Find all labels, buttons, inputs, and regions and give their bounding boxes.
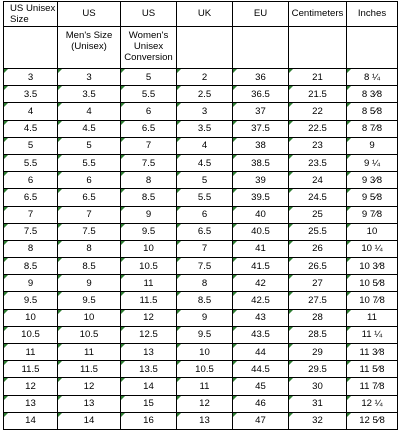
cell-inches: 11 xyxy=(347,309,398,326)
cell-eu: 43.5 xyxy=(233,326,289,343)
cell-centimeters: 26 xyxy=(289,240,347,257)
subheader-empty xyxy=(289,27,347,69)
cell-inches: 11 ¼ xyxy=(347,326,398,343)
header-centimeters: Centimeters xyxy=(289,2,347,27)
cell-centimeters: 25 xyxy=(289,206,347,223)
cell-us-womens: 11 xyxy=(121,275,177,292)
cell-us-mens: 8.5 xyxy=(58,258,121,275)
cell-us-womens: 9.5 xyxy=(121,223,177,240)
cell-us-mens: 6.5 xyxy=(58,189,121,206)
table-row xyxy=(4,240,398,257)
table-row xyxy=(4,154,398,171)
cell-eu: 40.5 xyxy=(233,223,289,240)
table-row xyxy=(4,326,398,343)
table-row xyxy=(4,361,398,378)
cell-us-unisex: 7 xyxy=(4,206,58,223)
subheader-empty xyxy=(233,27,289,69)
cell-us-womens: 11.5 xyxy=(121,292,177,309)
table-row xyxy=(4,172,398,189)
cell-us-unisex: 11.5 xyxy=(4,361,58,378)
cell-centimeters: 26.5 xyxy=(289,258,347,275)
cell-uk: 11 xyxy=(177,378,233,395)
cell-uk: 12 xyxy=(177,395,233,412)
cell-us-womens: 9 xyxy=(121,206,177,223)
table-row xyxy=(4,258,398,275)
table-row xyxy=(4,309,398,326)
table-row xyxy=(4,223,398,240)
cell-uk: 8 xyxy=(177,275,233,292)
cell-eu: 40 xyxy=(233,206,289,223)
cell-us-unisex: 3.5 xyxy=(4,86,58,103)
cell-uk: 6 xyxy=(177,206,233,223)
cell-eu: 42.5 xyxy=(233,292,289,309)
cell-uk: 5.5 xyxy=(177,189,233,206)
cell-us-mens: 12 xyxy=(58,378,121,395)
cell-us-unisex: 7.5 xyxy=(4,223,58,240)
table-row xyxy=(4,137,398,154)
cell-us-mens: 13 xyxy=(58,395,121,412)
cell-inches: 11 3⁄8 xyxy=(347,344,398,361)
cell-us-womens: 13.5 xyxy=(121,361,177,378)
cell-uk: 10 xyxy=(177,344,233,361)
cell-eu: 45 xyxy=(233,378,289,395)
cell-centimeters: 22.5 xyxy=(289,120,347,137)
cell-inches: 10 xyxy=(347,223,398,240)
cell-centimeters: 29.5 xyxy=(289,361,347,378)
table-row xyxy=(4,86,398,103)
cell-us-unisex: 14 xyxy=(4,412,58,429)
cell-eu: 37 xyxy=(233,103,289,120)
cell-eu: 44.5 xyxy=(233,361,289,378)
header-eu: EU xyxy=(233,2,289,27)
cell-us-unisex: 8.5 xyxy=(4,258,58,275)
table-row xyxy=(4,275,398,292)
cell-us-unisex: 8 xyxy=(4,240,58,257)
cell-centimeters: 27 xyxy=(289,275,347,292)
cell-eu: 37.5 xyxy=(233,120,289,137)
cell-us-mens: 7.5 xyxy=(58,223,121,240)
cell-us-unisex: 6 xyxy=(4,172,58,189)
cell-us-unisex: 5 xyxy=(4,137,58,154)
table-row xyxy=(4,378,398,395)
cell-us-womens: 13 xyxy=(121,344,177,361)
cell-uk: 7.5 xyxy=(177,258,233,275)
cell-us-unisex: 13 xyxy=(4,395,58,412)
cell-inches: 9 7⁄8 xyxy=(347,206,398,223)
table-row xyxy=(4,103,398,120)
header-inches: Inches xyxy=(347,2,398,27)
cell-uk: 8.5 xyxy=(177,292,233,309)
cell-uk: 4 xyxy=(177,137,233,154)
cell-centimeters: 30 xyxy=(289,378,347,395)
cell-us-unisex: 3 xyxy=(4,69,58,86)
cell-centimeters: 21.5 xyxy=(289,86,347,103)
cell-uk: 5 xyxy=(177,172,233,189)
table-row xyxy=(4,344,398,361)
cell-us-mens: 5.5 xyxy=(58,154,121,171)
subheader-womens-unisex-conversion: Women's Unisex Conversion xyxy=(121,27,177,69)
cell-us-unisex: 9 xyxy=(4,275,58,292)
cell-inches: 11 7⁄8 xyxy=(347,378,398,395)
cell-us-womens: 7 xyxy=(121,137,177,154)
cell-inches: 9 ¼ xyxy=(347,154,398,171)
cell-centimeters: 28.5 xyxy=(289,326,347,343)
cell-inches: 10 3⁄8 xyxy=(347,258,398,275)
cell-inches: 12 ¼ xyxy=(347,395,398,412)
cell-inches: 9 5⁄8 xyxy=(347,189,398,206)
table-row xyxy=(4,292,398,309)
cell-centimeters: 31 xyxy=(289,395,347,412)
size-rows xyxy=(4,69,398,430)
cell-us-womens: 8 xyxy=(121,172,177,189)
cell-eu: 38 xyxy=(233,137,289,154)
cell-inches: 10 ¼ xyxy=(347,240,398,257)
cell-centimeters: 21 xyxy=(289,69,347,86)
cell-us-mens: 3 xyxy=(58,69,121,86)
cell-us-mens: 3.5 xyxy=(58,86,121,103)
cell-us-mens: 14 xyxy=(58,412,121,429)
cell-inches: 10 5⁄8 xyxy=(347,275,398,292)
cell-uk: 7 xyxy=(177,240,233,257)
header-us-mens: US xyxy=(58,2,121,27)
cell-us-mens: 7 xyxy=(58,206,121,223)
cell-us-unisex: 10.5 xyxy=(4,326,58,343)
cell-centimeters: 22 xyxy=(289,103,347,120)
header-us-womens: US xyxy=(121,2,177,27)
cell-eu: 46 xyxy=(233,395,289,412)
cell-inches: 11 5⁄8 xyxy=(347,361,398,378)
table-row xyxy=(4,120,398,137)
subheader-empty xyxy=(347,27,398,69)
cell-centimeters: 24.5 xyxy=(289,189,347,206)
shoe-size-chart xyxy=(3,1,398,430)
cell-centimeters: 29 xyxy=(289,344,347,361)
table-row xyxy=(4,412,398,429)
cell-uk: 3 xyxy=(177,103,233,120)
cell-centimeters: 23.5 xyxy=(289,154,347,171)
cell-uk: 13 xyxy=(177,412,233,429)
cell-uk: 9.5 xyxy=(177,326,233,343)
subheader-row xyxy=(4,27,398,69)
subheader-empty xyxy=(177,27,233,69)
table-row xyxy=(4,189,398,206)
cell-eu: 36 xyxy=(233,69,289,86)
cell-centimeters: 24 xyxy=(289,172,347,189)
table-row xyxy=(4,395,398,412)
cell-us-womens: 5 xyxy=(121,69,177,86)
cell-centimeters: 23 xyxy=(289,137,347,154)
cell-us-unisex: 11 xyxy=(4,344,58,361)
cell-us-mens: 6 xyxy=(58,172,121,189)
cell-us-mens: 4 xyxy=(58,103,121,120)
cell-eu: 41.5 xyxy=(233,258,289,275)
cell-inches: 9 xyxy=(347,137,398,154)
cell-uk: 4.5 xyxy=(177,154,233,171)
cell-us-womens: 14 xyxy=(121,378,177,395)
cell-us-womens: 10.5 xyxy=(121,258,177,275)
cell-us-womens: 16 xyxy=(121,412,177,429)
cell-inches: 8 7⁄8 xyxy=(347,120,398,137)
cell-eu: 44 xyxy=(233,344,289,361)
cell-centimeters: 28 xyxy=(289,309,347,326)
cell-us-womens: 6.5 xyxy=(121,120,177,137)
cell-inches: 8 3⁄8 xyxy=(347,86,398,103)
cell-eu: 47 xyxy=(233,412,289,429)
cell-inches: 12 5⁄8 xyxy=(347,412,398,429)
cell-eu: 42 xyxy=(233,275,289,292)
cell-uk: 10.5 xyxy=(177,361,233,378)
cell-eu: 39 xyxy=(233,172,289,189)
cell-eu: 39.5 xyxy=(233,189,289,206)
cell-us-unisex: 9.5 xyxy=(4,292,58,309)
subheader-empty xyxy=(4,27,58,69)
header-uk: UK xyxy=(177,2,233,27)
cell-uk: 9 xyxy=(177,309,233,326)
cell-us-mens: 8 xyxy=(58,240,121,257)
cell-us-womens: 5.5 xyxy=(121,86,177,103)
cell-us-mens: 9 xyxy=(58,275,121,292)
header-us-unisex-size: US Unisex Size xyxy=(4,2,58,27)
cell-us-womens: 12.5 xyxy=(121,326,177,343)
cell-inches: 8 5⁄8 xyxy=(347,103,398,120)
cell-us-mens: 11 xyxy=(58,344,121,361)
cell-us-womens: 6 xyxy=(121,103,177,120)
cell-inches: 10 7⁄8 xyxy=(347,292,398,309)
cell-centimeters: 27.5 xyxy=(289,292,347,309)
cell-eu: 41 xyxy=(233,240,289,257)
cell-us-unisex: 6.5 xyxy=(4,189,58,206)
cell-us-unisex: 12 xyxy=(4,378,58,395)
table-row xyxy=(4,206,398,223)
cell-us-womens: 10 xyxy=(121,240,177,257)
cell-us-womens: 8.5 xyxy=(121,189,177,206)
cell-us-unisex: 10 xyxy=(4,309,58,326)
cell-uk: 2.5 xyxy=(177,86,233,103)
cell-us-unisex: 4.5 xyxy=(4,120,58,137)
cell-us-mens: 4.5 xyxy=(58,120,121,137)
cell-inches: 9 3⁄8 xyxy=(347,172,398,189)
table-row xyxy=(4,69,398,86)
cell-us-mens: 11.5 xyxy=(58,361,121,378)
cell-eu: 38.5 xyxy=(233,154,289,171)
cell-uk: 2 xyxy=(177,69,233,86)
cell-uk: 6.5 xyxy=(177,223,233,240)
cell-centimeters: 25.5 xyxy=(289,223,347,240)
cell-uk: 3.5 xyxy=(177,120,233,137)
cell-us-mens: 10 xyxy=(58,309,121,326)
cell-centimeters: 32 xyxy=(289,412,347,429)
cell-us-mens: 10.5 xyxy=(58,326,121,343)
cell-us-womens: 7.5 xyxy=(121,154,177,171)
cell-eu: 36.5 xyxy=(233,86,289,103)
cell-inches: 8 ¼ xyxy=(347,69,398,86)
cell-us-mens: 5 xyxy=(58,137,121,154)
cell-eu: 43 xyxy=(233,309,289,326)
header-row xyxy=(4,2,398,27)
cell-us-womens: 12 xyxy=(121,309,177,326)
cell-us-womens: 15 xyxy=(121,395,177,412)
cell-us-unisex: 5.5 xyxy=(4,154,58,171)
subheader-mens-size-unisex: Men's Size (Unisex) xyxy=(58,27,121,69)
cell-us-mens: 9.5 xyxy=(58,292,121,309)
cell-us-unisex: 4 xyxy=(4,103,58,120)
